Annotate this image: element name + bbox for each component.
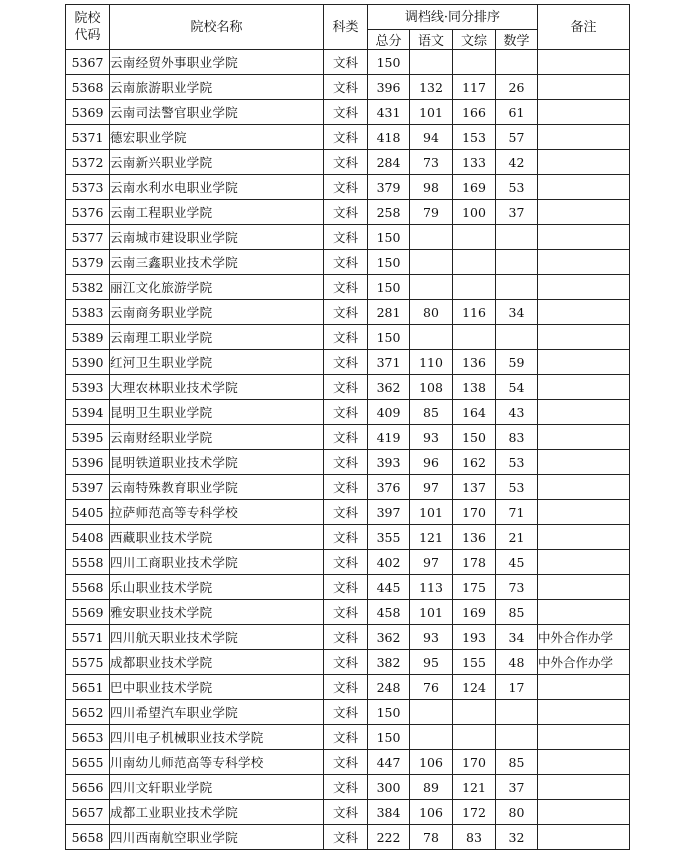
cell-chinese: 101 [410,100,453,125]
cell-name: 云南经贸外事职业学院 [110,50,324,75]
table-row [66,725,630,750]
cell-category: 文科 [324,175,368,200]
cell-note [538,225,630,250]
cell-chinese: 93 [410,625,453,650]
cell-name: 云南司法警官职业学院 [110,100,324,125]
cell-math: 53 [496,475,538,500]
cell-math: 45 [496,550,538,575]
cell-name: 拉萨师范高等专科学校 [110,500,324,525]
cell-liberal: 116 [453,300,496,325]
cell-total: 376 [368,475,410,500]
cell-total: 419 [368,425,410,450]
cell-total: 150 [368,275,410,300]
cell-liberal: 124 [453,675,496,700]
cell-total: 150 [368,250,410,275]
cell-code: 5376 [66,200,110,225]
cell-category: 文科 [324,275,368,300]
cell-total: 150 [368,725,410,750]
cell-math: 48 [496,650,538,675]
cell-code: 5395 [66,425,110,450]
cell-math: 26 [496,75,538,100]
cell-note [538,750,630,775]
cell-total: 402 [368,550,410,575]
cell-liberal: 100 [453,200,496,225]
cell-chinese: 110 [410,350,453,375]
cell-name: 四川希望汽车职业学院 [110,700,324,725]
cell-note [538,525,630,550]
cell-math: 43 [496,400,538,425]
cell-name: 云南新兴职业学院 [110,150,324,175]
cell-total: 222 [368,825,410,850]
cell-name: 川南幼儿师范高等专科学校 [110,750,324,775]
cell-category: 文科 [324,475,368,500]
cell-total: 418 [368,125,410,150]
table-row [66,750,630,775]
table-row [66,700,630,725]
cell-note [538,75,630,100]
cell-liberal: 166 [453,100,496,125]
cell-category: 文科 [324,75,368,100]
cell-note: 中外合作办学 [538,625,630,650]
cell-code: 5569 [66,600,110,625]
cell-category: 文科 [324,450,368,475]
table-row [66,650,630,675]
cell-category: 文科 [324,625,368,650]
table-row [66,325,630,350]
cell-chinese: 97 [410,475,453,500]
cell-name: 成都工业职业技术学院 [110,800,324,825]
cell-code: 5383 [66,300,110,325]
cell-category: 文科 [324,150,368,175]
cell-chinese: 106 [410,800,453,825]
cell-chinese [410,225,453,250]
cell-total: 362 [368,625,410,650]
cell-note [538,100,630,125]
cell-note [538,275,630,300]
cell-category: 文科 [324,125,368,150]
cell-code: 5655 [66,750,110,775]
table-row [66,500,630,525]
cell-liberal: 136 [453,525,496,550]
cell-total: 382 [368,650,410,675]
cell-note [538,400,630,425]
cell-total: 379 [368,175,410,200]
cell-liberal: 150 [453,425,496,450]
cell-category: 文科 [324,825,368,850]
cell-total: 150 [368,325,410,350]
cell-code: 5372 [66,150,110,175]
cell-total: 445 [368,575,410,600]
cell-category: 文科 [324,800,368,825]
cell-liberal: 121 [453,775,496,800]
cell-chinese: 101 [410,500,453,525]
header-note: 备注 [538,5,630,50]
cell-code: 5367 [66,50,110,75]
cell-liberal: 153 [453,125,496,150]
cell-chinese: 101 [410,600,453,625]
header-chinese: 语文 [410,30,453,50]
table-row [66,600,630,625]
cell-note [538,175,630,200]
cell-liberal [453,725,496,750]
table-row [66,75,630,100]
cell-category: 文科 [324,400,368,425]
cell-liberal: 133 [453,150,496,175]
table-row [66,200,630,225]
cell-math: 83 [496,425,538,450]
cell-math: 32 [496,825,538,850]
cell-code: 5396 [66,450,110,475]
cell-math [496,275,538,300]
cell-category: 文科 [324,550,368,575]
cell-total: 300 [368,775,410,800]
table-body [66,50,630,850]
cell-math: 54 [496,375,538,400]
cell-total: 458 [368,600,410,625]
header-total: 总分 [368,30,410,50]
cell-total: 371 [368,350,410,375]
cell-total: 362 [368,375,410,400]
cell-note [538,775,630,800]
cell-note [538,825,630,850]
cell-code: 5394 [66,400,110,425]
cell-chinese: 106 [410,750,453,775]
cell-category: 文科 [324,250,368,275]
cell-chinese [410,50,453,75]
cell-name: 成都职业技术学院 [110,650,324,675]
cell-category: 文科 [324,525,368,550]
cell-category: 文科 [324,325,368,350]
cell-name: 丽江文化旅游学院 [110,275,324,300]
cell-math [496,250,538,275]
cell-math: 37 [496,775,538,800]
cell-liberal: 136 [453,350,496,375]
cell-name: 云南工程职业学院 [110,200,324,225]
cell-liberal: 193 [453,625,496,650]
cell-liberal: 164 [453,400,496,425]
cell-chinese: 94 [410,125,453,150]
cell-category: 文科 [324,675,368,700]
cell-name: 四川航天职业技术学院 [110,625,324,650]
cell-code: 5653 [66,725,110,750]
cell-total: 248 [368,675,410,700]
cell-name: 云南城市建设职业学院 [110,225,324,250]
cell-name: 大理农林职业技术学院 [110,375,324,400]
cell-category: 文科 [324,50,368,75]
cell-code: 5651 [66,675,110,700]
cell-name: 雅安职业技术学院 [110,600,324,625]
cell-note [538,425,630,450]
cell-code: 5656 [66,775,110,800]
cell-math [496,725,538,750]
cell-category: 文科 [324,700,368,725]
cell-chinese [410,700,453,725]
admission-score-table [65,4,630,850]
cell-chinese: 95 [410,650,453,675]
cell-code: 5393 [66,375,110,400]
cell-liberal [453,700,496,725]
cell-liberal: 83 [453,825,496,850]
cell-category: 文科 [324,725,368,750]
cell-total: 396 [368,75,410,100]
cell-name: 云南水利水电职业学院 [110,175,324,200]
cell-note [538,50,630,75]
cell-code: 5408 [66,525,110,550]
cell-total: 150 [368,50,410,75]
cell-liberal: 170 [453,750,496,775]
cell-total: 384 [368,800,410,825]
cell-name: 四川电子机械职业技术学院 [110,725,324,750]
cell-note [538,325,630,350]
cell-note [538,250,630,275]
cell-category: 文科 [324,750,368,775]
cell-total: 431 [368,100,410,125]
cell-note [538,150,630,175]
cell-liberal: 138 [453,375,496,400]
cell-note [538,575,630,600]
cell-name: 云南财经职业学院 [110,425,324,450]
header-liberal: 文综 [453,30,496,50]
cell-category: 文科 [324,775,368,800]
cell-total: 397 [368,500,410,525]
cell-name: 云南商务职业学院 [110,300,324,325]
table-row [66,300,630,325]
table-row [66,425,630,450]
table-row [66,175,630,200]
cell-name: 云南旅游职业学院 [110,75,324,100]
cell-liberal: 155 [453,650,496,675]
cell-total: 393 [368,450,410,475]
table-row [66,525,630,550]
cell-math: 71 [496,500,538,525]
header-name: 院校名称 [110,5,324,50]
cell-note [538,125,630,150]
cell-liberal [453,325,496,350]
cell-note [538,550,630,575]
cell-chinese: 98 [410,175,453,200]
cell-liberal: 170 [453,500,496,525]
cell-category: 文科 [324,575,368,600]
cell-code: 5371 [66,125,110,150]
cell-note [538,300,630,325]
cell-total: 409 [368,400,410,425]
cell-note [538,600,630,625]
cell-chinese: 76 [410,675,453,700]
cell-chinese: 85 [410,400,453,425]
cell-chinese: 113 [410,575,453,600]
table-row [66,550,630,575]
cell-name: 乐山职业技术学院 [110,575,324,600]
table-row [66,400,630,425]
cell-liberal: 169 [453,175,496,200]
cell-category: 文科 [324,350,368,375]
cell-total: 281 [368,300,410,325]
cell-chinese: 93 [410,425,453,450]
cell-name: 昆明铁道职业技术学院 [110,450,324,475]
table-row [66,675,630,700]
cell-code: 5369 [66,100,110,125]
cell-math: 85 [496,600,538,625]
cell-category: 文科 [324,425,368,450]
header-math: 数学 [496,30,538,50]
cell-math [496,700,538,725]
cell-chinese: 89 [410,775,453,800]
cell-math: 37 [496,200,538,225]
cell-math: 42 [496,150,538,175]
table-row [66,50,630,75]
cell-name: 德宏职业学院 [110,125,324,150]
cell-note [538,500,630,525]
table-row [66,575,630,600]
cell-liberal [453,275,496,300]
cell-category: 文科 [324,500,368,525]
cell-note [538,475,630,500]
cell-total: 447 [368,750,410,775]
table-row [66,125,630,150]
cell-liberal: 137 [453,475,496,500]
cell-code: 5377 [66,225,110,250]
cell-chinese: 132 [410,75,453,100]
cell-math: 53 [496,450,538,475]
cell-liberal [453,250,496,275]
cell-note [538,200,630,225]
cell-liberal [453,225,496,250]
table-row [66,225,630,250]
cell-chinese [410,250,453,275]
cell-total: 150 [368,225,410,250]
cell-liberal [453,50,496,75]
cell-note [538,675,630,700]
cell-note [538,700,630,725]
cell-math: 73 [496,575,538,600]
cell-math: 34 [496,625,538,650]
cell-code: 5571 [66,625,110,650]
cell-category: 文科 [324,225,368,250]
cell-code: 5575 [66,650,110,675]
cell-liberal: 172 [453,800,496,825]
cell-name: 云南三鑫职业技术学院 [110,250,324,275]
cell-math: 59 [496,350,538,375]
header-code: 院校 代码 [66,5,110,50]
cell-total: 355 [368,525,410,550]
cell-category: 文科 [324,375,368,400]
cell-code: 5658 [66,825,110,850]
cell-chinese [410,275,453,300]
cell-name: 昆明卫生职业学院 [110,400,324,425]
cell-chinese [410,325,453,350]
cell-liberal: 162 [453,450,496,475]
cell-chinese: 97 [410,550,453,575]
cell-math [496,325,538,350]
cell-name: 云南特殊教育职业学院 [110,475,324,500]
cell-category: 文科 [324,100,368,125]
table-row [66,150,630,175]
header-score-group: 调档线·同分排序 [368,5,538,30]
cell-chinese: 108 [410,375,453,400]
cell-liberal: 117 [453,75,496,100]
cell-code: 5373 [66,175,110,200]
cell-code: 5382 [66,275,110,300]
cell-math: 61 [496,100,538,125]
cell-math [496,225,538,250]
cell-code: 5405 [66,500,110,525]
cell-name: 云南理工职业学院 [110,325,324,350]
cell-total: 284 [368,150,410,175]
table-row [66,275,630,300]
table-row [66,250,630,275]
cell-category: 文科 [324,650,368,675]
cell-code: 5368 [66,75,110,100]
cell-total: 258 [368,200,410,225]
cell-code: 5657 [66,800,110,825]
table-row [66,100,630,125]
header-category: 科类 [324,5,368,50]
cell-total: 150 [368,700,410,725]
cell-category: 文科 [324,300,368,325]
cell-chinese: 78 [410,825,453,850]
table-row [66,825,630,850]
table-row [66,625,630,650]
cell-liberal: 178 [453,550,496,575]
cell-code: 5379 [66,250,110,275]
cell-name: 四川西南航空职业学院 [110,825,324,850]
cell-note [538,350,630,375]
table-row [66,350,630,375]
cell-liberal: 169 [453,600,496,625]
cell-code: 5397 [66,475,110,500]
table-row [66,775,630,800]
cell-math: 85 [496,750,538,775]
cell-chinese: 73 [410,150,453,175]
cell-name: 巴中职业技术学院 [110,675,324,700]
cell-code: 5389 [66,325,110,350]
cell-note [538,800,630,825]
cell-chinese: 96 [410,450,453,475]
table-row [66,450,630,475]
cell-chinese [410,725,453,750]
cell-code: 5558 [66,550,110,575]
cell-math: 17 [496,675,538,700]
cell-note [538,725,630,750]
table-row [66,375,630,400]
cell-code: 5652 [66,700,110,725]
cell-math [496,50,538,75]
cell-note [538,450,630,475]
cell-math: 57 [496,125,538,150]
cell-name: 红河卫生职业学院 [110,350,324,375]
cell-math: 53 [496,175,538,200]
cell-note [538,375,630,400]
cell-liberal: 175 [453,575,496,600]
cell-name: 西藏职业技术学院 [110,525,324,550]
cell-chinese: 121 [410,525,453,550]
cell-math: 21 [496,525,538,550]
cell-code: 5568 [66,575,110,600]
cell-name: 四川文轩职业学院 [110,775,324,800]
cell-chinese: 80 [410,300,453,325]
cell-math: 34 [496,300,538,325]
cell-math: 80 [496,800,538,825]
cell-category: 文科 [324,200,368,225]
cell-name: 四川工商职业技术学院 [110,550,324,575]
table-row [66,800,630,825]
cell-chinese: 79 [410,200,453,225]
table-row [66,475,630,500]
cell-category: 文科 [324,600,368,625]
cell-note: 中外合作办学 [538,650,630,675]
cell-code: 5390 [66,350,110,375]
